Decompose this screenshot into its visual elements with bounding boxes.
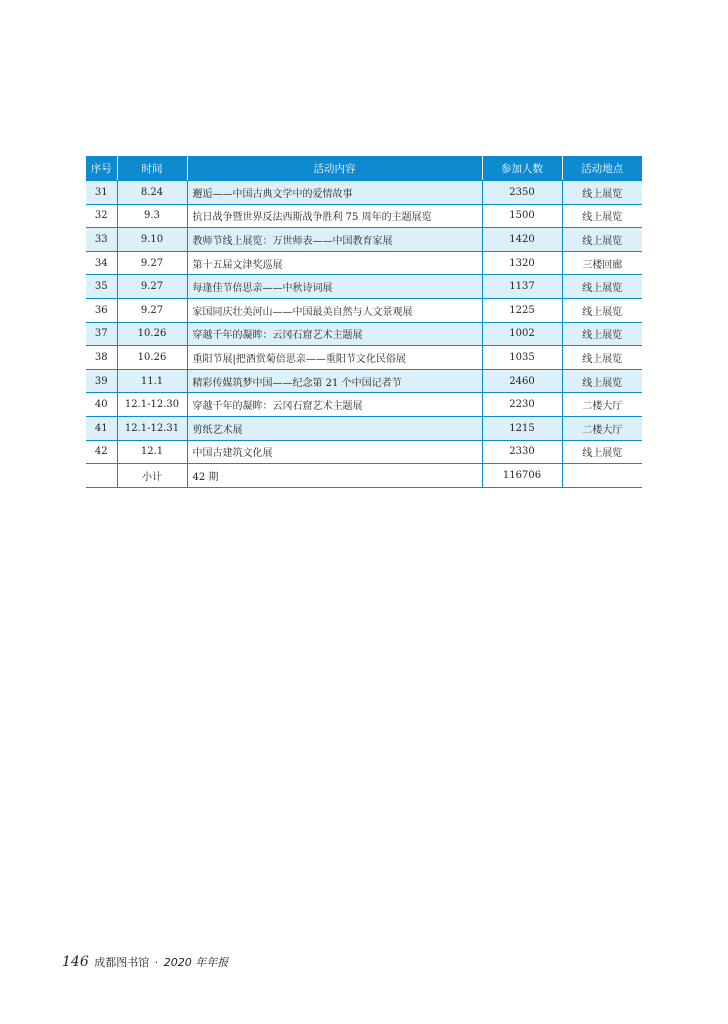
page-number: 146 [62, 954, 89, 970]
table-row [86, 440, 642, 464]
table-row [86, 204, 642, 228]
cell-date: 9.27 [117, 251, 187, 275]
cell-place: 线上展览 [562, 346, 642, 370]
header-place: 活动地点 [562, 156, 642, 181]
cell-date: 9.10 [117, 228, 187, 252]
cell-content: 重阳节展|把酒赏菊倍思亲——重阳节文化民俗展 [187, 346, 482, 370]
cell-place: 线上展览 [562, 440, 642, 464]
header-date: 时间 [117, 156, 187, 181]
cell-content: 剪纸艺术展 [187, 416, 482, 440]
cell-content: 第十五届文津奖巡展 [187, 251, 482, 275]
header-content: 活动内容 [187, 156, 482, 181]
subtotal-no-cell [86, 464, 117, 488]
cell-date: 9.27 [117, 298, 187, 322]
cell-no: 34 [86, 251, 117, 275]
cell-date: 10.26 [117, 346, 187, 370]
cell-place: 线上展览 [562, 275, 642, 299]
cell-count: 1137 [482, 275, 562, 299]
subtotal-label: 小计 [117, 464, 187, 488]
cell-date: 12.1 [117, 440, 187, 464]
cell-count: 1215 [482, 416, 562, 440]
cell-place: 线上展览 [562, 228, 642, 252]
cell-place: 线上展览 [562, 369, 642, 393]
cell-count: 1420 [482, 228, 562, 252]
table-row [86, 322, 642, 346]
cell-no: 40 [86, 393, 117, 417]
cell-content: 邂逅——中国古典文学中的爱情故事 [187, 181, 482, 205]
table-body [86, 181, 642, 488]
cell-count: 1225 [482, 298, 562, 322]
cell-count: 1500 [482, 204, 562, 228]
cell-count: 2230 [482, 393, 562, 417]
subtotal-row [86, 464, 642, 488]
cell-content: 每逢佳节倍思亲——中秋诗词展 [187, 275, 482, 299]
cell-place: 线上展览 [562, 181, 642, 205]
cell-no: 33 [86, 228, 117, 252]
publication-name: 成都图书馆 [94, 956, 150, 969]
cell-content: 穿越千年的凝眸：云冈石窟艺术主题展 [187, 322, 482, 346]
year-label: 2020 年年报 [163, 956, 229, 969]
cell-content: 家国同庆壮美河山——中国最美自然与人文景观展 [187, 298, 482, 322]
table-header [86, 156, 642, 181]
cell-date: 10.26 [117, 322, 187, 346]
subtotal-place-cell [562, 464, 642, 488]
cell-no: 41 [86, 416, 117, 440]
cell-count: 2350 [482, 181, 562, 205]
cell-content: 中国古建筑文化展 [187, 440, 482, 464]
cell-place: 三楼回廊 [562, 251, 642, 275]
cell-date: 9.27 [117, 275, 187, 299]
cell-count: 1320 [482, 251, 562, 275]
cell-date: 8.24 [117, 181, 187, 205]
cell-place: 线上展览 [562, 298, 642, 322]
activities-table [86, 156, 642, 488]
cell-content: 精彩传媒筑梦中国——纪念第 21 个中国记者节 [187, 369, 482, 393]
cell-date: 9.3 [117, 204, 187, 228]
cell-content: 教师节线上展览：万世师表——中国教育家展 [187, 228, 482, 252]
cell-content: 穿越千年的凝眸：云冈石窟艺术主题展 [187, 393, 482, 417]
table-row [86, 369, 642, 393]
cell-count: 2330 [482, 440, 562, 464]
page-footer [62, 954, 228, 970]
cell-no: 39 [86, 369, 117, 393]
subtotal-periods: 42 期 [187, 464, 482, 488]
cell-date: 12.1-12.30 [117, 393, 187, 417]
cell-content: 抗日战争暨世界反法西斯战争胜利 75 周年的主题展览 [187, 204, 482, 228]
header-no: 序号 [86, 156, 117, 181]
cell-place: 线上展览 [562, 322, 642, 346]
cell-count: 1035 [482, 346, 562, 370]
table-row [86, 181, 642, 205]
cell-no: 38 [86, 346, 117, 370]
table-row [86, 346, 642, 370]
table-row [86, 228, 642, 252]
cell-no: 36 [86, 298, 117, 322]
cell-count: 1002 [482, 322, 562, 346]
cell-place: 二楼大厅 [562, 416, 642, 440]
table-row [86, 275, 642, 299]
table-row [86, 298, 642, 322]
table-row [86, 393, 642, 417]
cell-place: 线上展览 [562, 204, 642, 228]
cell-place: 二楼大厅 [562, 393, 642, 417]
cell-no: 37 [86, 322, 117, 346]
header-count: 参加人数 [482, 156, 562, 181]
footer-separator: · [154, 956, 159, 969]
table-row [86, 416, 642, 440]
table-row [86, 251, 642, 275]
cell-count: 2460 [482, 369, 562, 393]
subtotal-total: 116706 [482, 464, 562, 488]
cell-date: 12.1-12.31 [117, 416, 187, 440]
cell-no: 32 [86, 204, 117, 228]
cell-no: 31 [86, 181, 117, 205]
cell-no: 42 [86, 440, 117, 464]
cell-no: 35 [86, 275, 117, 299]
cell-date: 11.1 [117, 369, 187, 393]
